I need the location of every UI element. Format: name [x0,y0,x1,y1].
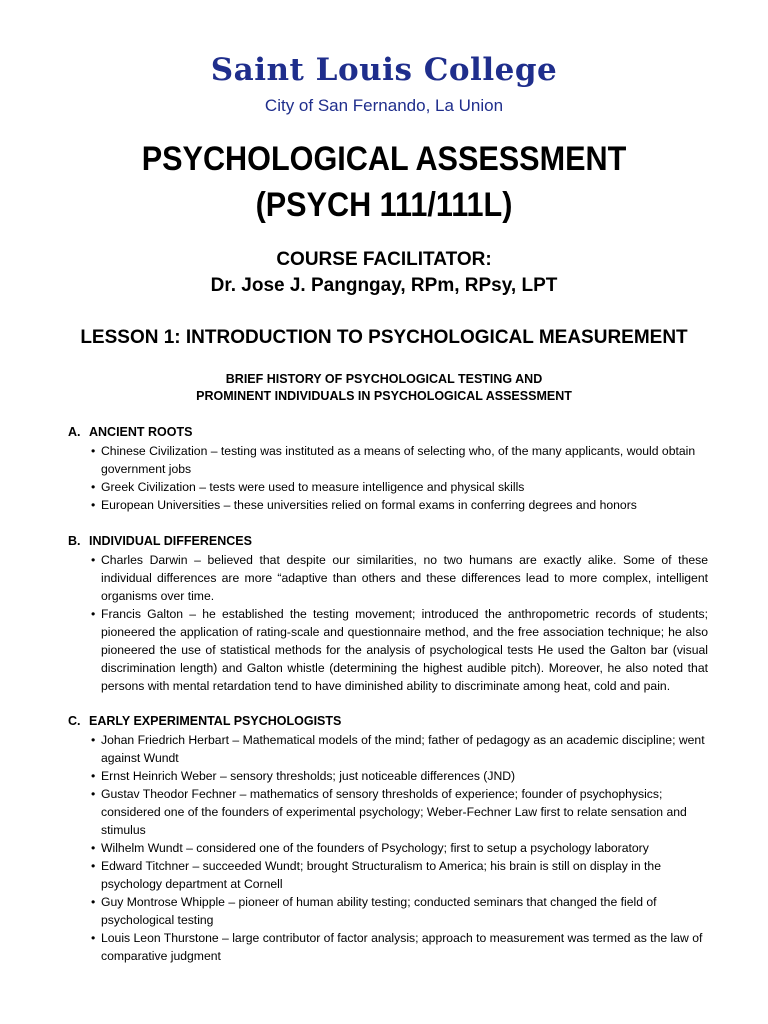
college-location: City of San Fernando, La Union [264,96,504,115]
course-code: (PSYCH 111/111L) [255,186,513,224]
bullet-icon: • [91,480,96,494]
section-title: INDIVIDUAL DIFFERENCES [89,534,252,548]
bullet-icon: • [91,787,96,801]
section-title: EARLY EXPERIMENTAL PSYCHOLOGISTS [89,714,342,728]
section-heading [68,424,708,440]
bullet-icon: • [91,444,96,458]
list-item: • Gustav Theodor Fechner – mathematics of sensory thresholds of experience; founder of psychophysics; considered one of the founders of experimental psychology; Weber-Fechner Law first to relate sensation and stimulus [91,787,687,837]
bullet-icon: • [91,498,96,512]
bullet-list [68,731,708,965]
bullet-icon: • [91,553,96,567]
list-item: • Chinese Civilization – testing was instituted as a means of selecting who, of the many applicants, would obtain government jobs [91,444,696,476]
bullet-list [68,551,708,695]
section-letter: B. [68,534,81,548]
bullet-list [68,442,708,514]
facilitator-name: Dr. Jose J. Pangngay, RPm, RPsy, LPT [210,275,558,296]
section-heading [68,533,708,549]
list-item: • European Universities – these universities relied on formal exams in conferring degrees and honors [91,498,637,512]
section-ancient-roots [68,424,708,514]
list-item: • Charles Darwin – believed that despite our similarities, no two humans are exactly alike. Some of these individual differences are more “adaptive than others and these differences lead to more complex, intelligent organisms over time. [91,553,708,603]
course-title: PSYCHOLOGICAL ASSESSMENT [141,140,627,178]
college-name: Saint Louis College [210,52,558,88]
list-item: • Louis Leon Thurstone – large contributor of factor analysis; approach to measurement was termed as the law of comparative judgment [91,931,703,963]
list-item: • Edward Titchner – succeeded Wundt; brought Structuralism to America; his brain is still on display in the psychology department at Cornell [91,859,661,891]
section-letter: C. [68,714,81,728]
bullet-icon: • [91,895,96,909]
list-item: • Ernst Heinrich Weber – sensory thresholds; just noticeable differences (JND) [91,769,516,783]
bullet-icon: • [91,607,96,621]
list-item: • Wilhelm Wundt – considered one of the founders of Psychology; first to setup a psychology laboratory [91,841,649,855]
section-title: ANCIENT ROOTS [89,425,193,439]
lesson-subtitle-line2: PROMINENT INDIVIDUALS IN PSYCHOLOGICAL ASSESSMENT [196,389,572,403]
list-item: • Francis Galton – he established the testing movement; introduced the anthropometric records of students; pioneered the application of rating-scale and questionnaire method, and the free association technique; he also pioneered the use of statistical methods for the analysis of psychological tests He used the Galton bar (visual discrimination length) and Galton whistle (determining the highest audible pitch). Moreover, he also noted that persons with mental retardation tend to have diminished ability to discriminate among heat, cold and pain. [91,607,708,693]
bullet-icon: • [91,931,96,945]
section-individual-differences [68,533,708,695]
bullet-icon: • [91,769,96,783]
facilitator-label: COURSE FACILITATOR: [276,249,492,270]
list-item: • Greek Civilization – tests were used to measure intelligence and physical skills [91,480,525,494]
lesson-subtitle-line1: BRIEF HISTORY OF PSYCHOLOGICAL TESTING AND [225,372,543,386]
section-early-experimental-psychologists [68,713,708,965]
lesson-title: LESSON 1: INTRODUCTION TO PSYCHOLOGICAL MEASUREMENT [80,327,688,348]
bullet-icon: • [91,859,96,873]
list-item: • Johan Friedrich Herbart – Mathematical models of the mind; father of pedagogy as an academic discipline; went against Wundt [91,733,705,765]
section-letter: A. [68,425,81,439]
list-item: • Guy Montrose Whipple – pioneer of human ability testing; conducted seminars that changed the field of psychological testing [91,895,657,927]
bullet-icon: • [91,841,96,855]
bullet-icon: • [91,733,96,747]
section-heading [68,713,708,729]
